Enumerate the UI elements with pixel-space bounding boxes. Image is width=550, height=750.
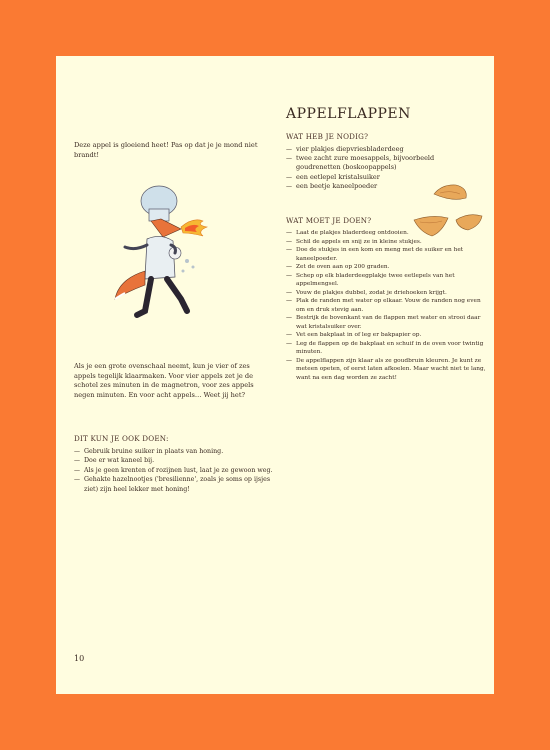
apple-turnover-illustration (432, 182, 470, 204)
tips-heading: DIT KUN JE OOK DOEN: (74, 434, 169, 443)
list-item: — Schep op elk bladerdeegplakje twee eetlepels van het appelmengsel. (286, 272, 486, 289)
steps-list (286, 229, 486, 382)
list-item: — Plak de randen met water op elkaar. Vouw de randen nog even om en druk stevig aan. (286, 297, 486, 314)
steps-section (286, 216, 486, 382)
page-number: 10 (74, 654, 85, 663)
list-item: — Laat de plakjes bladerdeeg ontdooien. (286, 229, 486, 238)
list-item: — Doe de stukjes in een kom en meng met de suiker en het kaneelpoeder. (286, 246, 486, 263)
list-item: — Gebruik bruine suiker in plaats van honing. (74, 447, 274, 456)
fox-chef-illustration (111, 181, 231, 346)
list-item: — Vouw de plakjes dubbel, zodat je driehoeken krijgt. (286, 289, 486, 298)
ingredients-heading: WAT HEB JE NODIG? (286, 132, 369, 141)
tips-list (74, 447, 274, 494)
list-item: — twee zacht zure moesappels, bijvoorbeeld goudrenetten (boskoopappels) (286, 154, 476, 172)
list-item: — een eetlepel kristalsuiker (286, 173, 476, 182)
list-item: — vier plakjes diepvriesbladerdeeg (286, 145, 476, 154)
list-item: — Als je geen krenten of rozijnen lust, laat je ze gewoon weg. (74, 466, 274, 475)
list-item: — Gehakte hazelnootjes ('bresilienne', zoals je soms op ijsjes ziet) zijn heel lekker met honing! (74, 475, 274, 494)
tips-section (74, 434, 274, 494)
list-item: — een beetje kaneelpoeder (286, 182, 476, 191)
list-item: — Doe er wat kaneel bij. (74, 456, 274, 465)
list-item: — Vet een bakplaat in of leg er bakpapier op. (286, 331, 486, 340)
list-item: — Zet de oven aan op 200 graden. (286, 263, 486, 272)
list-item: — De appelflappen zijn klaar als ze goudbruin kleuren. Je kunt ze meteen opeten, of eerst laten afkoelen. Maar wacht niet te lang, want na een dag worden ze zacht! (286, 357, 486, 383)
page-title: APPELFLAPPEN (286, 106, 411, 122)
list-item: — Bestrijk de bovenkant van de flappen met water en strooi daar wat kristalsuiker over. (286, 314, 486, 331)
steps-heading: WAT MOET JE DOEN? (286, 216, 372, 225)
list-item: — Schil de appels en snij ze in kleine stukjes. (286, 238, 486, 247)
list-item: — Leg de flappen op de bakplaat en schuif in de oven voor twintig minuten. (286, 340, 486, 357)
info-paragraph: Als je een grote ovenschaal neemt, kun je vier of zes appels tegelijk klaarmaken. Voor vier appels zet je de schotel zes minuten in de magnetron, voor zes appels negen minuten. En voor acht appels… Weet jij het? (74, 362, 254, 399)
intro-text: Deze appel is gloeiend heet! Pas op dat je je mond niet brandt! (74, 141, 258, 159)
book-page (56, 56, 494, 694)
